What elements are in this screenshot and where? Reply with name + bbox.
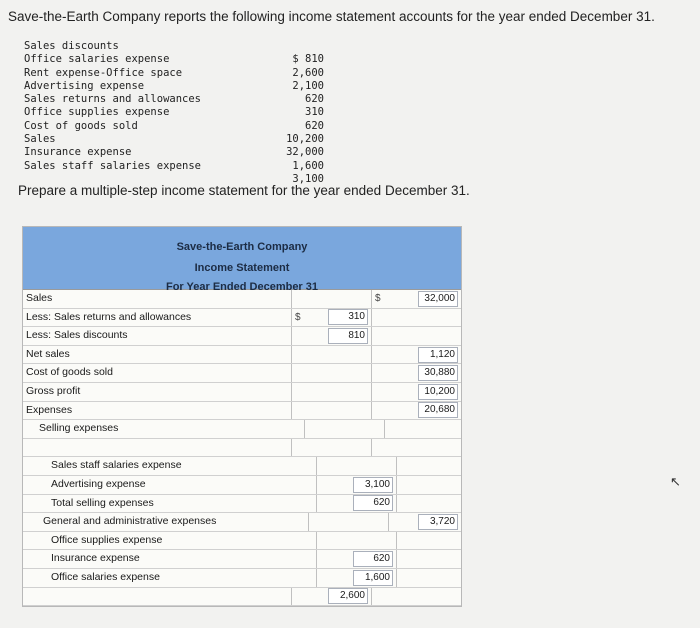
account-amount: 3,100 [292,172,324,185]
accounts-list [24,40,324,186]
row-label-input[interactable]: Office salaries expense [23,569,317,587]
right-amount-input[interactable]: 10,200 [418,384,458,400]
account-name: Advertising expense [24,79,145,92]
right-amount-cell [397,550,461,568]
statement-row [23,327,461,346]
statement-header [23,227,461,293]
statement-row [23,588,461,607]
account-name: Sales staff salaries expense [24,159,202,172]
statement-row [23,364,461,383]
right-amount-input[interactable]: 1,120 [418,347,458,363]
account-row [24,67,324,80]
statement-row [23,569,461,588]
mid-amount-cell [292,588,372,606]
account-row [24,160,324,173]
right-amount-cell [397,532,461,550]
right-amount-cell [397,495,461,513]
account-name: Sales returns and allowances [24,93,202,106]
account-amount: 620 [305,119,324,132]
mid-amount-cell [292,383,372,401]
statement-row [23,420,461,439]
statement-row [23,383,461,402]
account-row [24,146,324,159]
statement-rows [23,290,461,606]
mid-amount-cell [317,495,397,513]
statement-row [23,476,461,495]
statement-row [23,457,461,476]
account-amount: 620 [305,93,324,106]
row-label-input[interactable]: Sales staff salaries expense [23,457,317,475]
mid-amount-cell [317,457,397,475]
mid-amount-input[interactable]: 2,600 [328,588,368,604]
row-label-input[interactable]: Selling expenses [23,420,305,438]
mid-amount-cell [292,364,372,382]
right-amount-cell [372,439,461,457]
right-amount-cell [397,569,461,587]
income-statement-form [22,226,462,607]
prepare-instruction: Prepare a multiple-step income statement for the year ended December 31. [18,183,470,198]
row-label-input[interactable]: Net sales [23,346,292,364]
mid-amount-cell [317,476,397,494]
account-row [24,40,324,53]
mid-amount-input[interactable]: 3,100 [353,477,393,493]
mid-amount-cell [292,309,372,327]
account-name: Insurance expense [24,146,132,159]
mid-amount-cell [317,550,397,568]
account-amount: 1,600 [292,159,324,172]
right-amount-cell [372,383,461,401]
mid-amount-cell [292,439,372,457]
mid-amount-cell [317,569,397,587]
account-name: Sales [24,133,56,146]
account-name: Sales discounts [24,40,119,52]
right-amount-input[interactable]: 32,000 [418,291,458,307]
row-label-input[interactable]: Total selling expenses [23,495,317,513]
row-label-input[interactable] [23,439,292,457]
account-amount: 2,600 [292,66,324,79]
right-amount-cell [389,513,461,531]
right-amount-cell [372,588,461,606]
account-row [24,106,324,119]
row-label-input[interactable]: Less: Sales discounts [23,327,292,345]
right-amount-input[interactable]: 20,680 [418,402,458,418]
row-label-input[interactable] [23,588,292,606]
account-row [24,93,324,106]
account-amount: 310 [305,106,324,119]
mid-amount-cell [292,402,372,420]
mid-amount-input[interactable]: 1,600 [353,570,393,586]
mid-amount-cell [292,327,372,345]
row-label-input[interactable]: General and administrative expenses [23,513,309,531]
account-name: Office salaries expense [24,53,170,66]
statement-row [23,402,461,421]
account-amount: 10,200 [286,133,324,146]
row-label-input[interactable]: Expenses [23,402,292,420]
account-name: Cost of goods sold [24,119,138,132]
right-dollar-sign: $ [375,293,381,305]
right-amount-cell [397,476,461,494]
statement-period: For Year Ended December 31 [165,281,319,293]
company-name: Save-the-Earth Company [176,241,308,253]
mid-amount-cell [317,532,397,550]
right-amount-cell [372,402,461,420]
mid-amount-cell [292,346,372,364]
statement-name: Income Statement [194,262,290,274]
account-row [24,53,324,66]
statement-row [23,495,461,514]
problem-title: Save-the-Earth Company reports the following income statement accounts for the year ended December 31. [8,9,655,24]
mouse-cursor-icon: ↖ [670,474,681,489]
mid-amount-input[interactable]: 620 [353,495,393,511]
right-amount-input[interactable]: 3,720 [418,514,458,530]
statement-row [23,513,461,532]
right-amount-input[interactable]: 30,880 [418,365,458,381]
right-amount-cell [385,420,461,438]
right-amount-cell [372,346,461,364]
mid-amount-input[interactable]: 810 [328,328,368,344]
statement-row [23,532,461,551]
mid-amount-input[interactable]: 310 [328,309,368,325]
right-amount-cell [372,309,461,327]
account-name: Office supplies expense [24,106,170,119]
row-label-input[interactable]: Gross profit [23,383,292,401]
account-name: Rent expense-Office space [24,66,183,79]
account-amount: $ 810 [292,53,324,66]
statement-row [23,550,461,569]
row-label-input[interactable]: Office supplies expense [23,532,317,550]
row-label-input[interactable]: Insurance expense [23,550,317,568]
right-amount-cell [372,327,461,345]
statement-row [23,309,461,328]
mid-amount-cell [309,513,389,531]
row-label-input[interactable]: Less: Sales returns and allowances [23,309,292,327]
account-amount: 2,100 [292,79,324,92]
account-row [24,80,324,93]
statement-row [23,439,461,458]
mid-amount-cell [305,420,385,438]
row-label-input[interactable]: Cost of goods sold [23,364,292,382]
account-amount [284,40,324,53]
account-row [24,120,324,133]
account-amount: 32,000 [286,146,324,159]
mid-dollar-sign: $ [295,311,301,323]
statement-row [23,346,461,365]
row-label-input[interactable]: Advertising expense [23,476,317,494]
account-row [24,133,324,146]
mid-amount-input[interactable]: 620 [353,551,393,567]
row-label-input[interactable]: Sales [23,290,292,308]
right-amount-cell [372,364,461,382]
right-amount-cell [397,457,461,475]
